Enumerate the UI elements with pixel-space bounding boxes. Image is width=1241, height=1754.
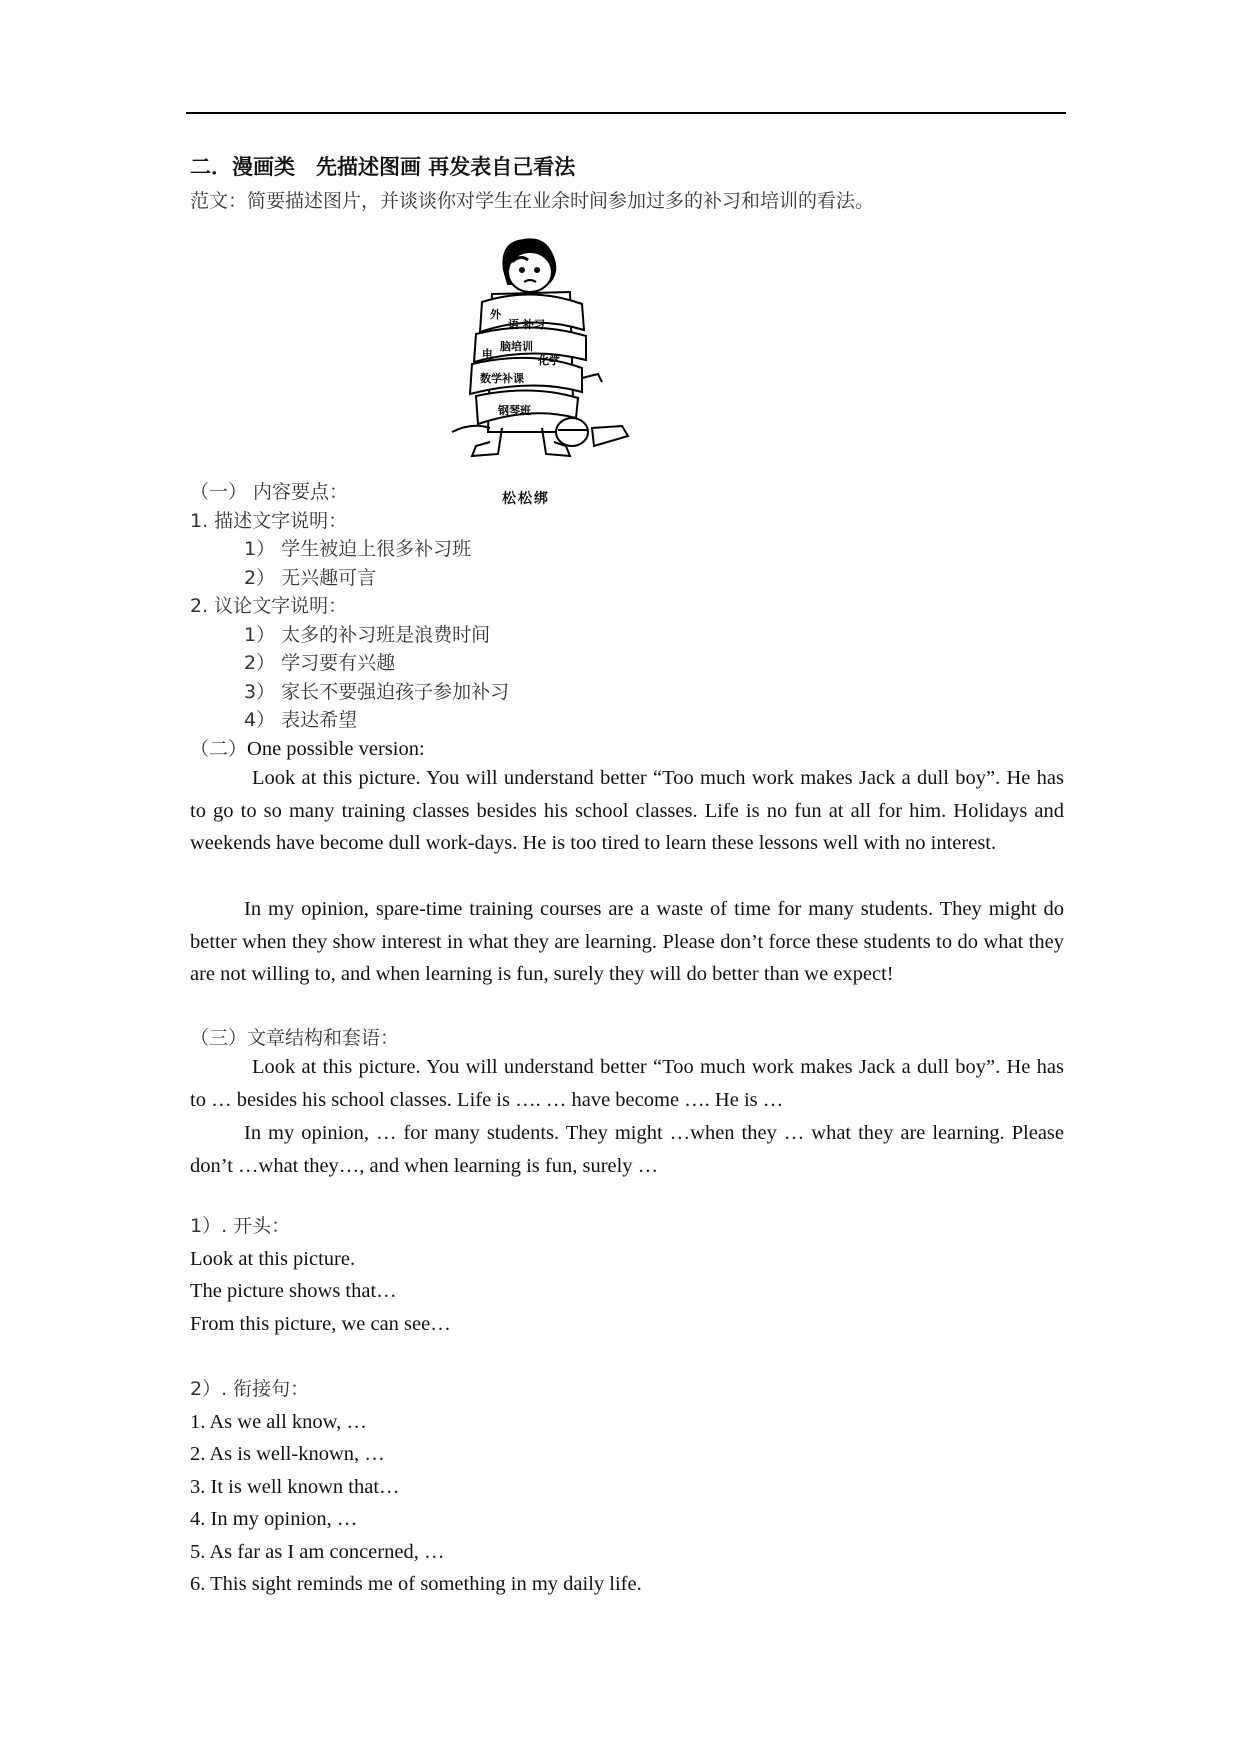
header-rule (186, 112, 1066, 114)
argue-item: 4） 表达希望 (244, 709, 358, 731)
transition-line: 1. As we all know, … (190, 1411, 367, 1433)
version-heading (190, 736, 425, 762)
argue-item: 1） 太多的补习班是浪费时间 (244, 624, 491, 646)
cartoon-label: 语 补习 (508, 318, 545, 331)
transition-line: 3. It is well known that… (190, 1476, 400, 1498)
version-paragraph-2: In my opinion, spare-time training courses are a waste of time for many students. They might do better when they show interest in what they are learning. Please don’t force these students to do what they are not willing to, and when learning is fun, surely they will do better than we expect! (190, 898, 1064, 986)
structure-paragraph-2: In my opinion, … for many students. They might …when they … what they are learning. Please don’t …what they…, and when learning is fun, surely … (190, 1122, 1064, 1177)
opening-line: The picture shows that… (190, 1280, 397, 1302)
key-points-heading: （一） 内容要点： (190, 481, 349, 503)
section-title: 二．漫画类 先描述图画 再发表自己看法 (190, 155, 576, 179)
structure-paragraph-1: Look at this picture. You will understand better “Too much work makes Jack a dull boy”. He has to … besides his school classes. Life is …. … have become …. He is … (190, 1056, 1064, 1111)
argue-item: 3） 家长不要强迫孩子参加补习 (244, 681, 510, 703)
essay-prompt: 范文：简要描述图片，并谈谈你对学生在业余时间参加过多的补习和培训的看法。 (190, 190, 875, 212)
cartoon-label: 化学 (538, 354, 560, 367)
cartoon-label: 数学补课 (480, 372, 524, 385)
transition-line: 6. This sight reminds me of something in my daily life. (190, 1573, 642, 1595)
cartoon-caption: 松松绑 (502, 491, 550, 507)
transition-line: 2. As is well-known, … (190, 1443, 385, 1465)
cartoon-label: 外 (490, 308, 501, 321)
argue-heading: 2. 议论文字说明： (190, 595, 348, 617)
cartoon-label: 电 (482, 348, 493, 361)
opening-heading: 1）. 开头： (190, 1215, 291, 1237)
cartoon-illustration (442, 232, 642, 462)
structure-heading: （三）文章结构和套语： (190, 1027, 400, 1049)
cartoon-label: 脑培训 (500, 340, 533, 353)
opening-line: Look at this picture. (190, 1248, 356, 1270)
opening-line: From this picture, we can see… (190, 1313, 451, 1335)
cartoon-label: 钢琴班 (498, 404, 531, 417)
transition-line: 4. In my opinion, … (190, 1508, 358, 1530)
argue-item: 2） 学习要有兴趣 (244, 652, 396, 674)
transitions-heading: 2）. 衔接句： (190, 1378, 310, 1400)
describe-item: 1） 学生被迫上很多补习班 (244, 538, 472, 560)
transition-line: 5. As far as I am concerned, … (190, 1541, 445, 1563)
describe-heading: 1. 描述文字说明： (190, 510, 348, 532)
describe-item: 2） 无兴趣可言 (244, 567, 377, 589)
version-paragraph-1: Look at this picture. You will understand better “Too much work makes Jack a dull boy”. He has to go to so many training classes besides his school classes. Life is no fun at all for him. Holidays and weekends have become dull work-days. He is too tired to learn these lessons well with no interest. (190, 767, 1064, 855)
version-heading-en: One possible version: (247, 738, 425, 760)
version-heading-cn: （二） (190, 738, 248, 760)
